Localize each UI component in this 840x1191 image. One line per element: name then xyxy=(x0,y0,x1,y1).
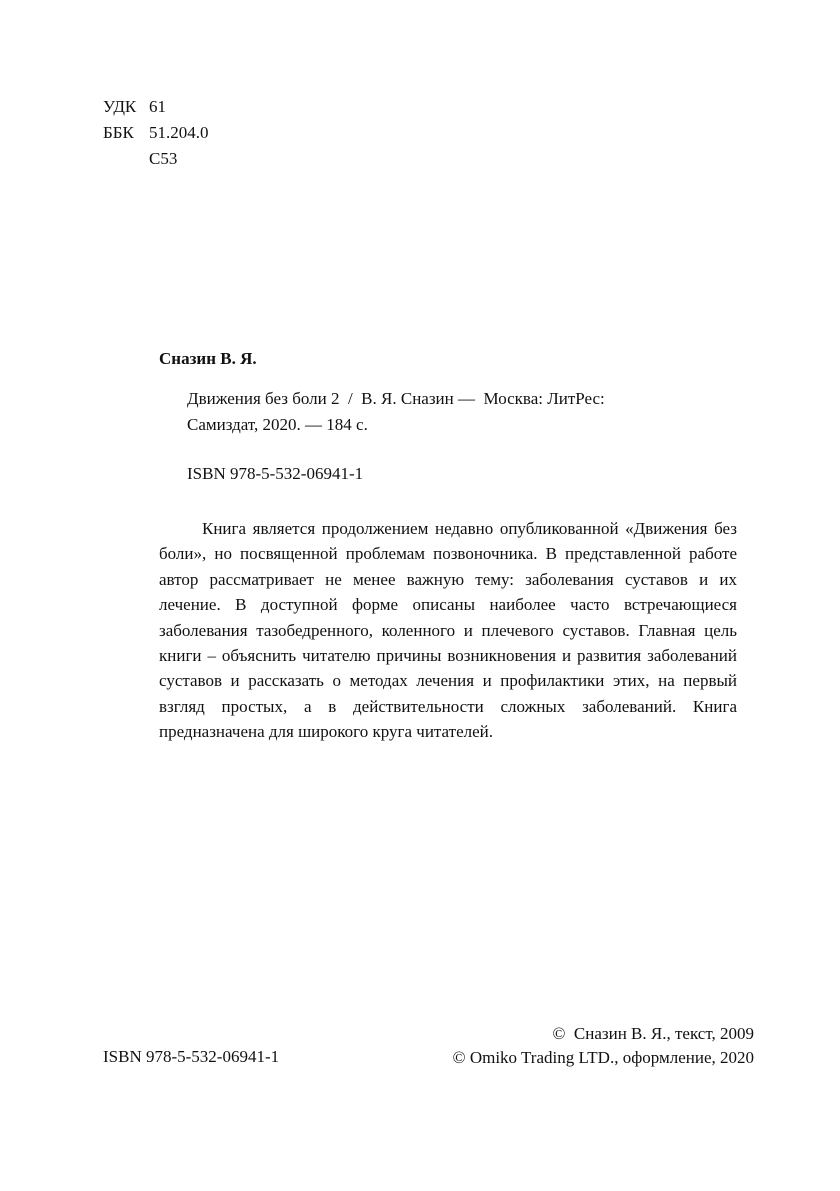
isbn-footer: ISBN 978-5-532-06941-1 xyxy=(103,1047,280,1066)
copyright-block xyxy=(453,1022,754,1070)
bibliographic-line-1: Движения без боли 2 / В. Я. Сназин — Москва: ЛитРес: xyxy=(187,389,605,408)
copyright-design: © Omiko Trading LTD., оформление, 2020 xyxy=(452,1048,754,1067)
udk-value: 61 xyxy=(149,97,166,116)
author-heading: Сназин В. Я. xyxy=(159,349,257,368)
bibliographic-description xyxy=(187,386,605,438)
author-mark: С53 xyxy=(149,149,178,168)
author-mark-row xyxy=(103,146,209,172)
udk-label: УДК xyxy=(103,97,137,116)
bbk-value: 51.204.0 xyxy=(149,123,209,142)
copyright-text: © Сназин В. Я., текст, 2009 xyxy=(552,1024,754,1043)
udk-row xyxy=(103,94,209,120)
isbn-main: ISBN 978-5-532-06941-1 xyxy=(187,464,364,483)
bbk-row xyxy=(103,120,209,146)
classification-block xyxy=(103,94,209,172)
annotation-text: Книга является продолжением недавно опубликованной «Движения без боли», но посвященной проблемам позвоночника. В представленной работе автор рассматривает не менее важную тему: заболевания суставов и их лечение. В доступной форме описаны наиболее часто встречающиеся заболевания тазобедренного, коленного и плечевого суставов. Главная цель книги – объяснить читателю причины возникновения и развития заболеваний суставов и рассказать о методах лечения и профилактики этих, на первый взгляд простых, а в действительности сложных заболеваний. Книга предназначена для широкого круга читателей. xyxy=(159,519,737,742)
bibliographic-line-2: Самиздат, 2020. — 184 с. xyxy=(187,415,368,434)
bbk-label: ББК xyxy=(103,123,134,142)
